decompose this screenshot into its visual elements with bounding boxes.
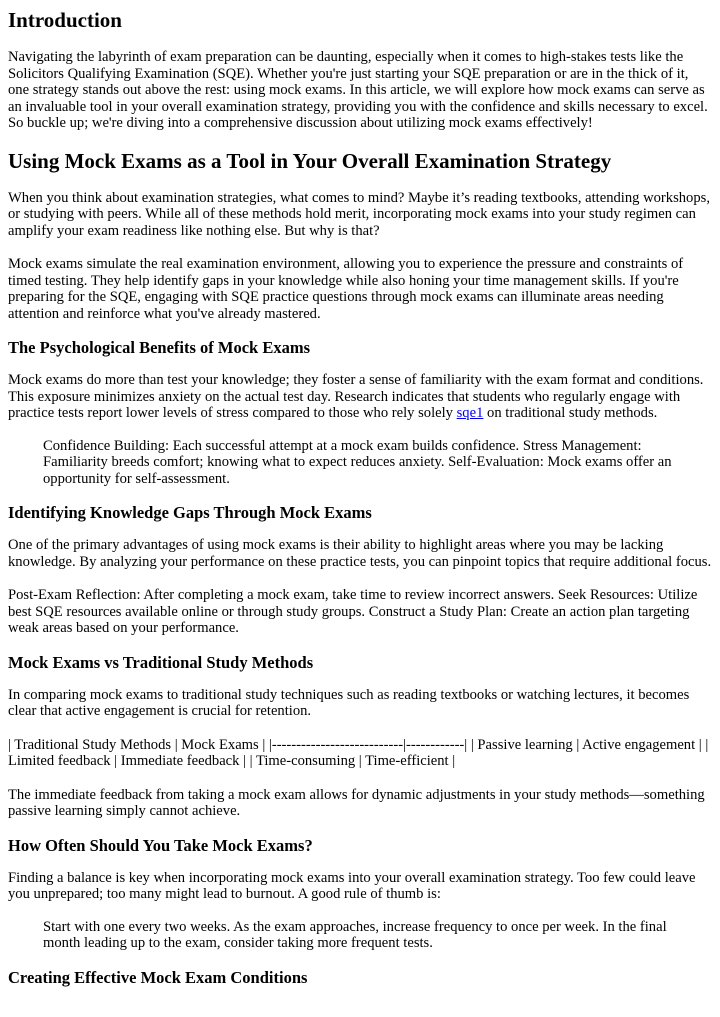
often-heading: How Often Should You Take Mock Exams? bbox=[8, 835, 313, 855]
intro-paragraph: Navigating the labyrinth of exam preparation can be daunting, especially when it comes to high-stakes tests like the Solicitors Qualifying Examination (SQE). Whether you're just starting your SQE preparation or are in the thick of it, one strategy stands out above the rest: using mock exams. In this article, we will explore how mock exams can serve as an invaluable tool in your overall examination strategy, providing you with the confidence and skills necessary to excel. So buckle up; we're diving into a comprehensive discussion about utilizing mock exams effectively! bbox=[8, 49, 708, 131]
versus-table-text: | Traditional Study Methods | Mock Exams | |---------------------------|------------| | Passive learning | Active engagement | | Limited feedback | Immediate feedback | | Time-consuming | Time-efficient | bbox=[8, 736, 709, 769]
intro-heading: Introduction bbox=[8, 8, 122, 32]
often-paragraph: Finding a balance is key when incorporating mock exams into your overall examination strategy. Too few could leave you unprepared; too many might lead to burnout. A good rule of thumb is: bbox=[8, 869, 696, 902]
psych-paragraph bbox=[8, 372, 712, 422]
main-paragraph-2: Mock exams simulate the real examination environment, allowing you to experience the pressure and constraints of timed testing. They help identify gaps in your knowledge while also honing your time management skills. If you're preparing for the SQE, engaging with SQE practice questions through mock exams can illuminate areas needing attention and reinforce what you've already mastered. bbox=[8, 256, 684, 322]
psych-text-before: Mock exams do more than test your knowledge; they foster a sense of familiarity with the exam format and conditions. This exposure minimizes anxiety on the actual test day. Research indicates that students who regularly engage with practice tests report lower levels of stress compared to those who rely solely bbox=[8, 372, 704, 421]
often-quote: Start with one every two weeks. As the exam approaches, increase frequency to once per week. In the final month leading up to the exam, consider taking more frequent tests. bbox=[43, 918, 667, 951]
conditions-heading: Creating Effective Mock Exam Conditions bbox=[8, 967, 308, 987]
versus-heading: Mock Exams vs Traditional Study Methods bbox=[8, 652, 314, 672]
versus-paragraph-3: The immediate feedback from taking a mock exam allows for dynamic adjustments in your study methods—something passive learning simply cannot achieve. bbox=[8, 786, 705, 819]
main-paragraph-1: When you think about examination strategies, what comes to mind? Maybe it’s reading textbooks, attending workshops, or studying with peers. While all of these methods hold merit, incorporating mock exams into your study regimen can amplify your exam readiness like nothing else. But why is that? bbox=[8, 189, 710, 239]
psych-heading: The Psychological Benefits of Mock Exams bbox=[8, 338, 311, 357]
gaps-heading: Identifying Knowledge Gaps Through Mock Exams bbox=[8, 503, 372, 522]
main-heading: Using Mock Exams as a Tool in Your Overall Examination Strategy bbox=[8, 148, 612, 173]
versus-paragraph-1: In comparing mock exams to traditional study techniques such as reading textbooks or watching lectures, it becomes clear that active engagement is crucial for retention. bbox=[8, 686, 690, 719]
sqe1-link[interactable]: sqe1 bbox=[456, 405, 484, 421]
gaps-paragraph-2: Post-Exam Reflection: After completing a mock exam, take time to review incorrect answers. Seek Resources: Utilize best SQE resources available online or through study groups. Construct a Study Plan: Create an action plan targeting weak areas based on your performance. bbox=[8, 587, 698, 636]
psych-text-after: on traditional study methods. bbox=[483, 405, 658, 421]
psych-quote: Confidence Building: Each successful attempt at a mock exam builds confidence. Stress Management: Familiarity breeds comfort; knowing what to expect reduces anxiety. Self-Evaluation: Mock exams offer an opportunity for self-assessment. bbox=[43, 437, 672, 487]
gaps-paragraph-1: One of the primary advantages of using mock exams is their ability to highlight areas where you may be lacking knowledge. By analyzing your performance on these practice tests, you can pinpoint topics that require additional focus. bbox=[8, 537, 712, 570]
